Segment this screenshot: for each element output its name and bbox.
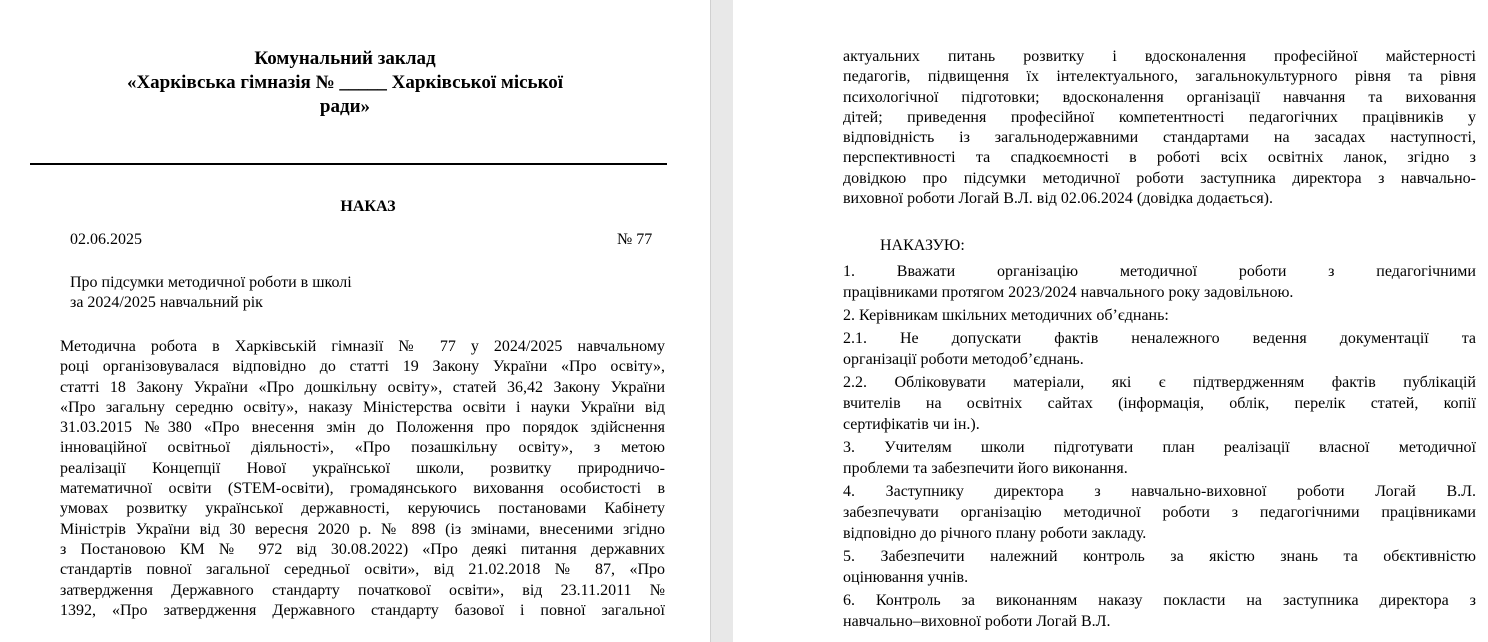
decree-item-line: вчителів на освітніх сайтах (інформація, облік, перелік статей, копії — [843, 395, 1476, 412]
institution-header — [60, 47, 630, 119]
decree-heading: НАКАЗУЮ: — [880, 237, 965, 254]
subject-line: за 2024/2025 навчальний рік — [70, 294, 263, 311]
text-line: 1392, «Про затвердження Державного стандарту базової і повної загальної — [60, 601, 665, 619]
decree-item — [843, 590, 1476, 632]
order-title: НАКАЗ — [340, 198, 396, 215]
decree-item-line: працівниками протягом 2023/2024 навчального року задовільною. — [843, 284, 1294, 301]
decree-item-line: 2.2. Обліковувати матеріали, які є підтвердженням фактів публікацій — [843, 374, 1476, 391]
text-line: «Про загальну середню освіту», наказу Міністерства освіти і науки України від — [60, 398, 665, 416]
text-line: році організовувалася відповідно до статті 19 Закону України «Про освіту», — [60, 358, 665, 376]
header-line: Комунальний заклад — [254, 48, 436, 69]
decree-item-line: 2. Керівникам шкільних методичних об’єднань: — [843, 307, 1169, 324]
text-line: відповідність із загальнодержавними стандартами на засадах наступності, — [843, 129, 1476, 147]
decree-item — [843, 546, 1476, 588]
document-page-left — [0, 0, 710, 642]
order-subject — [70, 273, 352, 313]
decree-item-line: проблеми та забезпечити його виконання. — [843, 460, 1128, 477]
page-gutter — [710, 0, 734, 642]
text-line: перспективності та спадкоємності в роботі всіх освітніх ланок, згідно з — [843, 149, 1476, 167]
decree-item-line: забезпечувати організацію методичної роботи з педагогічними працівниками — [843, 504, 1476, 521]
document-page-right — [733, 0, 1488, 642]
text-line: дітей; приведення професійної компетентності педагогічних працівників у — [843, 108, 1476, 126]
header-divider — [30, 163, 667, 165]
decree-item-line: сертифікатів чи ін.). — [843, 416, 980, 433]
decree-item — [843, 481, 1476, 544]
decree-item-line: 2.1. Не допускати фактів неналежного ведення документації та — [843, 330, 1476, 347]
decree-item-line: навчально–виховної роботи Логай В.Л. — [843, 613, 1111, 630]
decree-list — [843, 261, 1476, 632]
decree-item-line: відповідно до річного плану роботи закладу. — [843, 525, 1147, 542]
subject-line: Про підсумки методичної роботи в школі — [70, 274, 352, 291]
decree-item-line: 4. Заступнику директора з навчально-виховної роботи Логай В.Л. — [843, 483, 1476, 500]
decree-item — [843, 372, 1476, 435]
decree-item — [843, 437, 1476, 479]
header-line: ради» — [319, 96, 371, 117]
decree-item-line: 5. Забезпечити належний контроль за якістю знань та обєктивністю — [843, 548, 1476, 565]
text-line: виховної роботи Логай В.Л. від 02.06.2024 (довідка додається). — [843, 190, 1274, 208]
order-body-right — [843, 47, 1476, 209]
order-date: 02.06.2025 — [70, 231, 142, 248]
decree-item — [843, 328, 1476, 370]
text-line: стандартів повної загальної середньої освіти», від 21.02.2018 № 87, «Про — [60, 561, 665, 579]
text-line: математичної освіти (STEM-освіти), громадянського виховання особистості в — [60, 480, 665, 498]
decree-item — [843, 261, 1476, 303]
text-line: Методична робота в Харківській гімназії № 77 у 2024/2025 навчальному — [60, 338, 665, 355]
decree-item-line: організації роботи методоб’єднань. — [843, 351, 1084, 368]
text-line: з Постановою КМ № 972 від 30.08.2022) «Про деякі питання державних — [60, 540, 665, 558]
text-line: психологічної підготовки; вдосконалення організації навчання та виховання — [843, 88, 1476, 106]
decree-item — [843, 305, 1476, 326]
text-line: умовах розвитку української державності, керуючись постановами Кабінету — [60, 500, 665, 518]
text-line: інноваційної освітньої діяльності», «Про позашкільну освіту», з метою — [60, 439, 665, 457]
text-line: статті 18 Закону України «Про дошкільну освіту», статей 36,42 Закону України — [60, 378, 665, 396]
text-line: довідкою про підсумки методичної роботи заступника директора з навчально- — [843, 169, 1476, 187]
header-line: «Харківська гімназія № _____ Харківської міської — [126, 72, 564, 93]
text-line: Міністрів України від 30 вересня 2020 р. № 898 (із змінами, внесеними згідно — [60, 520, 665, 538]
text-line: затвердження Державного стандарту початкової освіти», від 23.11.2011 № — [60, 581, 665, 599]
text-line: реалізації Концепції Нової української школи, розвитку природничо- — [60, 459, 665, 477]
text-line: педагогів, підвищення їх інтелектуального, загальнокультурного рівня та рівня — [843, 68, 1476, 86]
decree-item-line: 1. Вважати організацію методичної роботи з педагогічними — [843, 263, 1476, 280]
order-number: № 77 — [617, 231, 653, 248]
text-line: 31.03.2015 №380 «Про внесення змін до Положення про порядок здійснення — [60, 419, 665, 437]
decree-item-line: 6. Контроль за виконанням наказу покласти на заступника директора з — [843, 592, 1476, 609]
order-body-left — [60, 337, 665, 621]
text-line: актуальних питань розвитку і вдосконалення професійної майстерності — [843, 48, 1476, 65]
decree-item-line: 3. Учителям школи підготувати план реалізації власної методичної — [843, 439, 1476, 456]
decree-item-line: оцінювання учнів. — [843, 569, 969, 586]
